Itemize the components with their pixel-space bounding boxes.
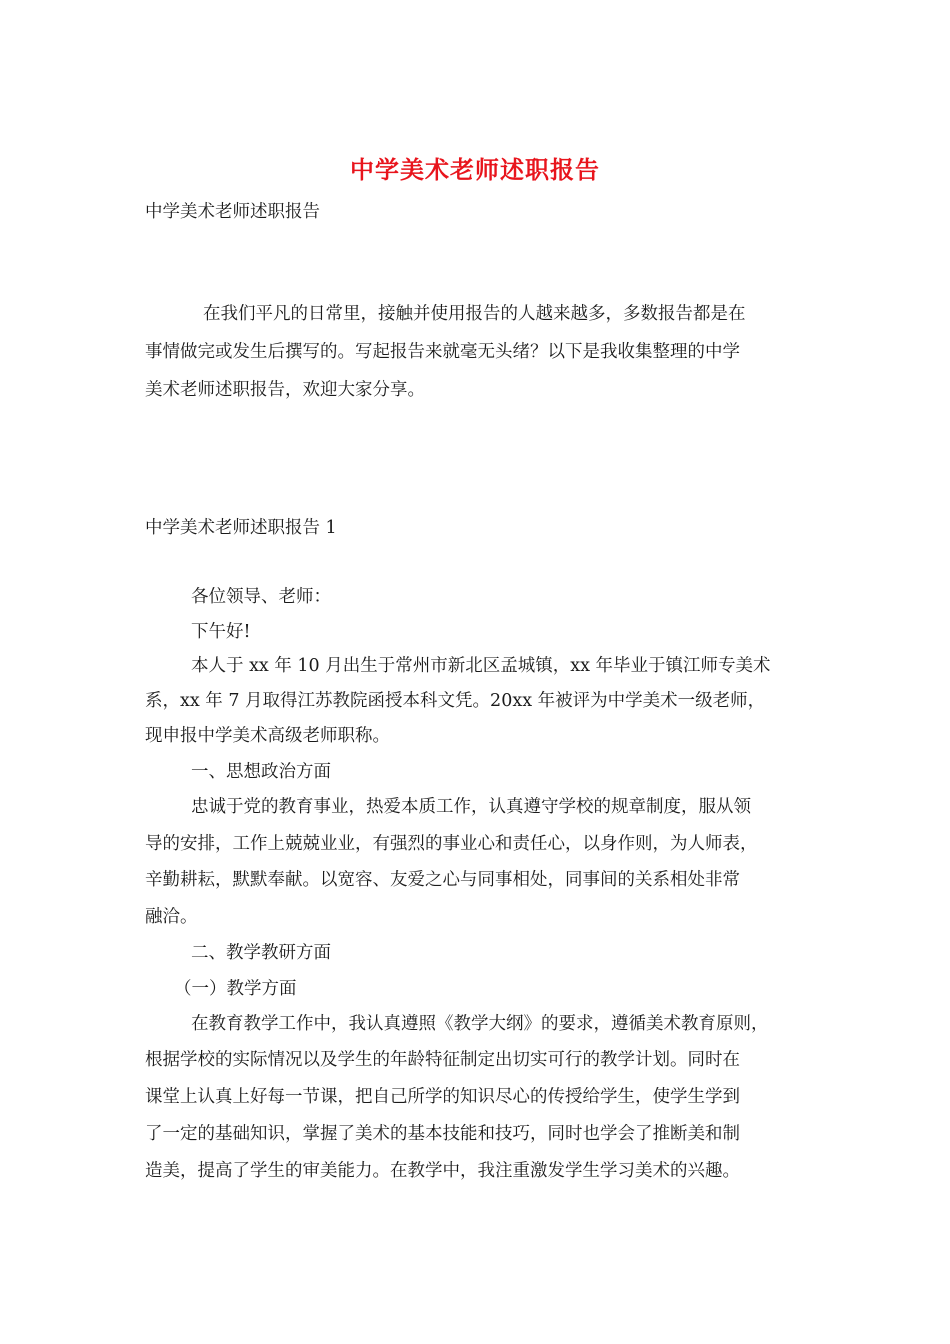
intro-line: 在我们平凡的日常里，接触并使用报告的人越来越多，多数报告都是在 xyxy=(203,304,746,324)
body-line: 本人于 xx 年 10 月出生于常州市新北区孟城镇，xx 年毕业于镇江师专美术 xyxy=(191,656,771,676)
body-line: 造美，提高了学生的审美能力。在教学中，我注重激发学生学习美术的兴趣。 xyxy=(145,1161,740,1181)
body-line: 在教育教学工作中，我认真遵照《教学大纲》的要求，遵循美术教育原则， xyxy=(191,1014,769,1034)
body-line: 根据学校的实际情况以及学生的年龄特征制定出切实可行的教学计划。同时在 xyxy=(145,1050,740,1070)
body-line: 导的安排，工作上兢兢业业，有强烈的事业心和责任心，以身作则，为人师表， xyxy=(145,834,758,854)
subheading: 二、教学教研方面 xyxy=(191,943,331,963)
body-line: 忠诚于党的教育事业，热爱本质工作，认真遵守学校的规章制度，服从领 xyxy=(191,797,751,817)
section-heading: 中学美术老师述职报告 1 xyxy=(145,518,337,538)
intro-line: 事情做完或发生后撰写的。写起报告来就毫无头绪？以下是我收集整理的中学 xyxy=(145,342,740,362)
body-line: 现申报中学美术高级老师职称。 xyxy=(145,726,390,746)
intro-line: 美术老师述职报告，欢迎大家分享。 xyxy=(145,380,425,400)
document-subtitle: 中学美术老师述职报告 xyxy=(145,202,320,222)
body-line: 融洽。 xyxy=(145,907,198,927)
greeting: 下午好! xyxy=(191,622,251,642)
body-line: 课堂上认真上好每一节课，把自己所学的知识尽心的传授给学生，使学生学到 xyxy=(145,1087,740,1107)
body-line: 系，xx 年 7 月取得江苏教院函授本科文凭。20xx 年被评为中学美术一级老师， xyxy=(145,691,766,711)
body-line: 辛勤耕耘，默默奉献。以宽容、友爱之心与同事相处，同事间的关系相处非常 xyxy=(145,870,740,890)
salutation: 各位领导、老师： xyxy=(191,587,331,607)
subheading: （一）教学方面 xyxy=(174,979,297,999)
subheading: 一、思想政治方面 xyxy=(191,762,331,782)
document-title: 中学美术老师述职报告 xyxy=(350,155,600,184)
body-line: 了一定的基础知识，掌握了美术的基本技能和技巧，同时也学会了推断美和制 xyxy=(145,1124,740,1144)
